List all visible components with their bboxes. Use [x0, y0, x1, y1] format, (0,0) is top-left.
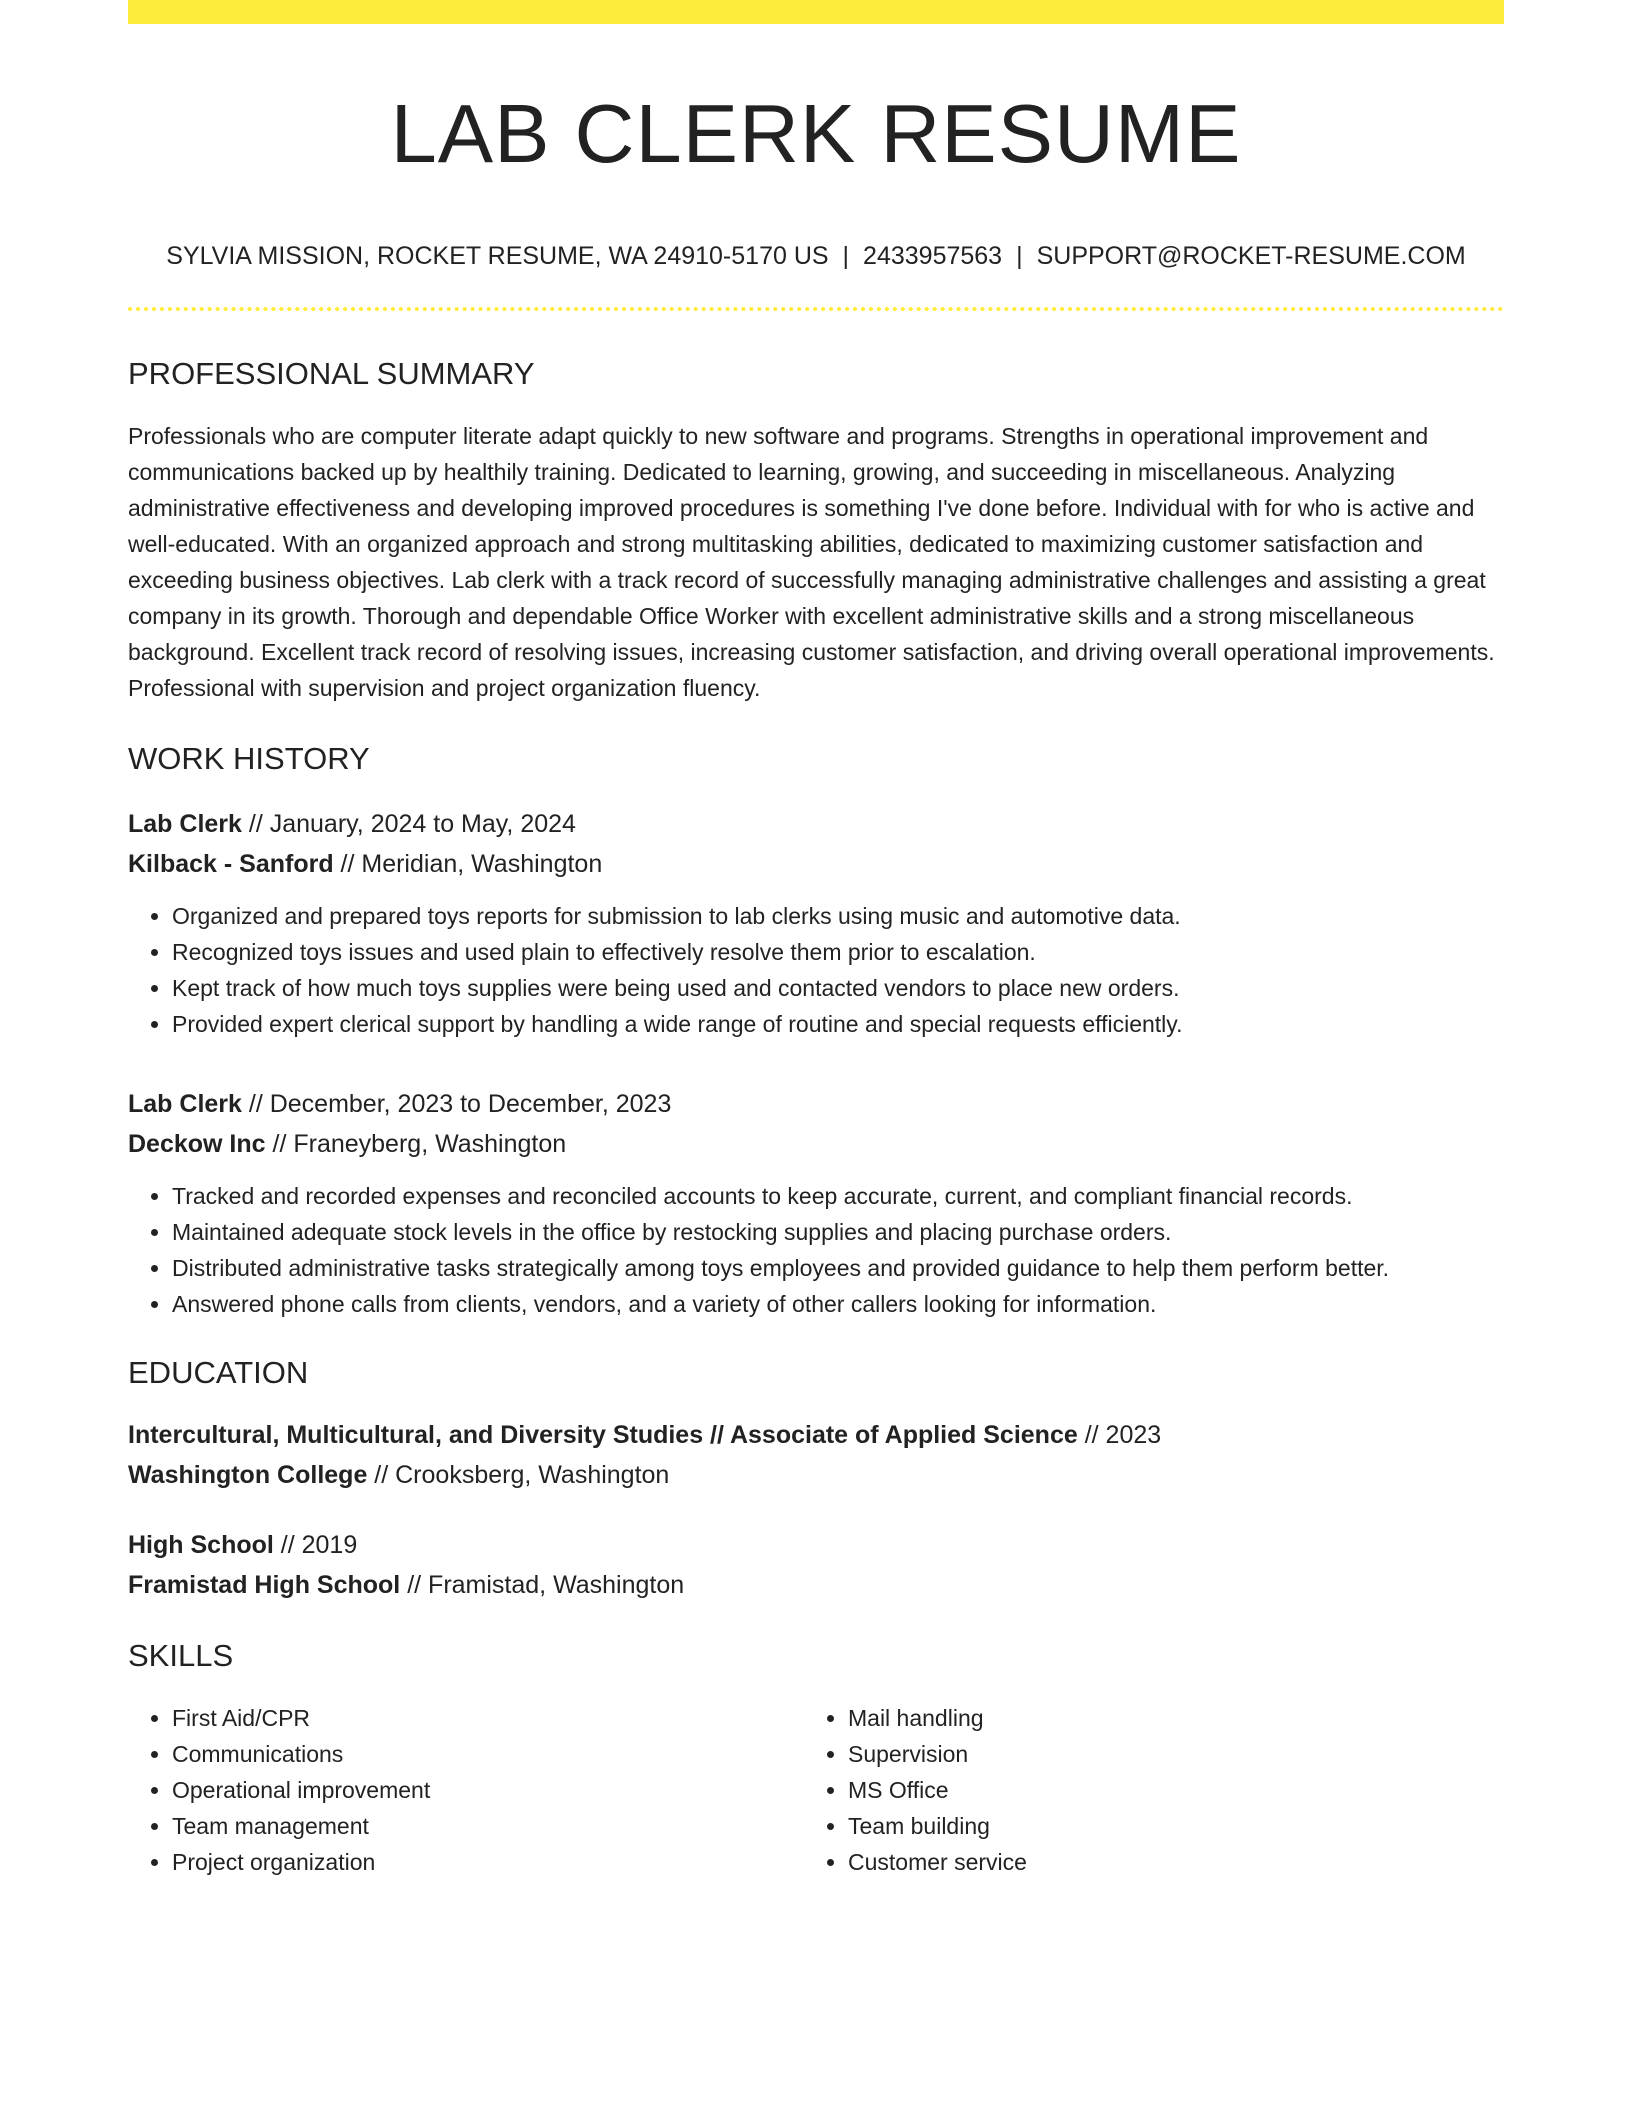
summary-heading: PROFESSIONAL SUMMARY	[128, 356, 535, 392]
list-item: • Maintained adequate stock levels in the office by restocking supplies and placing purchase orders.	[172, 1214, 1504, 1250]
list-item: • Answered phone calls from clients, vendors, and a variety of other callers looking for information.	[172, 1286, 1504, 1322]
graduation-year: // 2019	[273, 1530, 358, 1559]
top-accent-bar	[128, 0, 1504, 24]
job-title: Lab Clerk	[128, 1089, 242, 1118]
job-title-line	[128, 804, 1504, 844]
job-entry	[128, 804, 1504, 1042]
contact-separator: |	[1016, 242, 1023, 271]
contact-separator: |	[842, 242, 850, 271]
list-item: • Team building	[848, 1808, 1480, 1844]
job-company-line	[128, 1124, 1504, 1164]
skills-heading: SKILLS	[128, 1637, 234, 1673]
school-line	[128, 1565, 1504, 1605]
dotted-divider	[128, 307, 1504, 311]
summary-text: Professionals who are computer literate adapt quickly to new software and programs. Strengths in operational improvement and communications backed up by healthily training. Dedicated to learning, growing, and succeeding in miscellaneous. Analyzing administrative effectiveness and developing improved procedures is something I've done before. Individual with for who is active and well-educated. With an organized approach and strong multitasking abilities, dedicated to maximizing customer satisfaction and exceeding business objectives. Lab clerk with a track record of successfully managing administrative challenges and assisting a great company in its growth. Thorough and dependable Office Worker with excellent administrative skills and a strong miscellaneous background. Excellent track record of resolving issues, increasing customer satisfaction, and driving overall operational improvements. Professional with supervision and project organization fluency.	[128, 423, 1495, 702]
contact-address: SYLVIA MISSION, ROCKET RESUME, WA 24910-5170 US	[166, 242, 829, 271]
degree: Intercultural, Multicultural, and Diversity Studies // Associate of Applied Science	[128, 1420, 1078, 1449]
education-entry	[128, 1415, 1504, 1495]
degree-line	[128, 1415, 1504, 1455]
list-item: • Kept track of how much toys supplies were being used and contacted vendors to place new orders.	[172, 970, 1504, 1006]
degree-line	[128, 1525, 1504, 1565]
page-title: LAB CLERK RESUME	[390, 87, 1242, 180]
job-title: Lab Clerk	[128, 809, 242, 838]
job-dates: // January, 2024 to May, 2024	[241, 809, 576, 838]
education-entry	[128, 1525, 1504, 1605]
job-location: // Meridian, Washington	[333, 849, 603, 878]
list-item: • Supervision	[848, 1736, 1480, 1772]
list-item: • Tracked and recorded expenses and reconciled accounts to keep accurate, current, and compliant financial records.	[172, 1178, 1504, 1214]
graduation-year: // 2023	[1077, 1420, 1162, 1449]
job-company: Kilback - Sanford	[128, 849, 334, 878]
list-item: • Recognized toys issues and used plain to effectively resolve them prior to escalation.	[172, 934, 1504, 970]
school-location: // Crooksberg, Washington	[367, 1460, 670, 1489]
list-item: • Project organization	[172, 1844, 804, 1880]
list-item: • Team management	[172, 1808, 804, 1844]
contact-phone: 2433957563	[863, 242, 1003, 271]
education-heading: EDUCATION	[128, 1354, 309, 1390]
resume-page	[128, 0, 1504, 1880]
job-location: // Franeyberg, Washington	[265, 1129, 567, 1158]
job-entry	[128, 1084, 1504, 1322]
job-company-line	[128, 844, 1504, 884]
contact-email: SUPPORT@ROCKET-RESUME.COM	[1036, 242, 1466, 271]
list-item: • Organized and prepared toys reports for submission to lab clerks using music and automotive data.	[172, 898, 1504, 934]
list-item: • Mail handling	[848, 1700, 1480, 1736]
job-title-line	[128, 1084, 1504, 1124]
list-item: • Operational improvement	[172, 1772, 804, 1808]
degree: High School	[128, 1530, 274, 1559]
skills-list	[128, 1700, 1504, 1880]
job-dates: // December, 2023 to December, 2023	[241, 1089, 672, 1118]
school-location: // Framistad, Washington	[400, 1570, 685, 1599]
job-bullets	[128, 1178, 1504, 1322]
work-history-heading: WORK HISTORY	[128, 741, 370, 777]
contact-line	[128, 241, 1504, 271]
list-item: • MS Office	[848, 1772, 1480, 1808]
list-item: • Customer service	[848, 1844, 1480, 1880]
list-item: • First Aid/CPR	[172, 1700, 804, 1736]
school: Framistad High School	[128, 1570, 401, 1599]
school: Washington College	[128, 1460, 368, 1489]
skills-column-left	[128, 1700, 804, 1880]
skills-column-right	[804, 1700, 1480, 1880]
list-item: • Provided expert clerical support by handling a wide range of routine and special requests efficiently.	[172, 1006, 1504, 1042]
school-line	[128, 1455, 1504, 1495]
job-bullets	[128, 898, 1504, 1042]
list-item: • Distributed administrative tasks strategically among toys employees and provided guidance to help them perform better.	[172, 1250, 1504, 1286]
job-company: Deckow Inc	[128, 1129, 266, 1158]
list-item: • Communications	[172, 1736, 804, 1772]
